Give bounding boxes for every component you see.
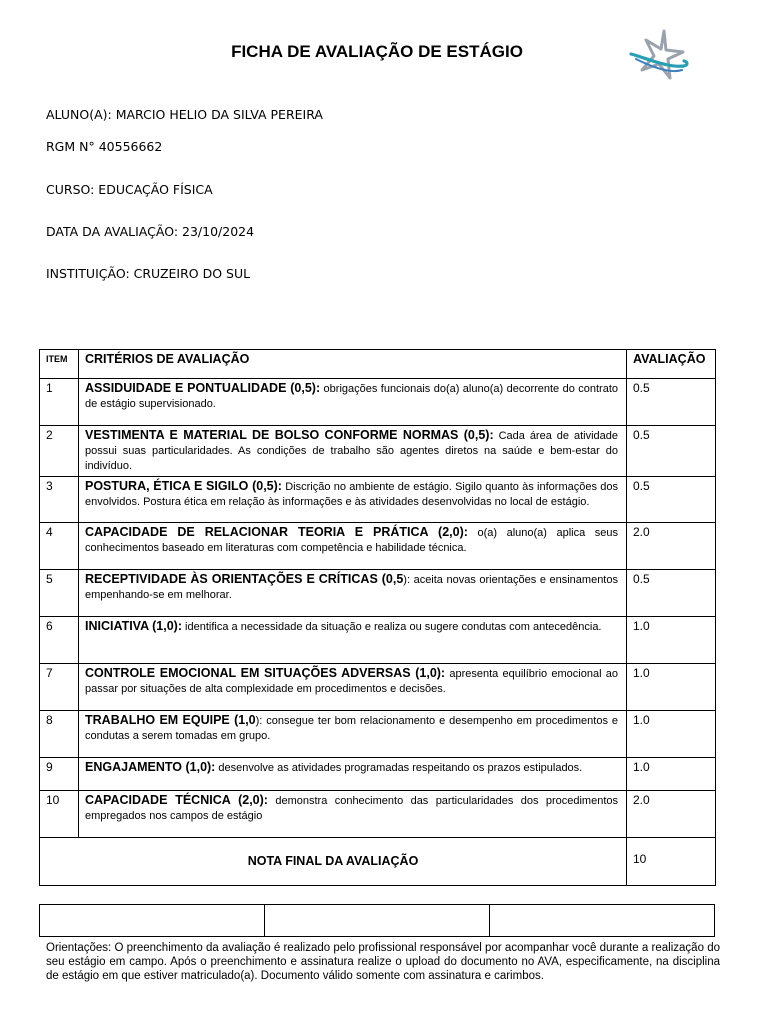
star-orbit-logo-icon: [628, 28, 690, 84]
row-number: 2: [40, 426, 79, 477]
row-criteria: [79, 523, 627, 570]
row-value: 0.5: [627, 379, 716, 426]
criteria-desc: ): aceita novas orientações e ensinamentos empenhando-se em melhorar.: [85, 574, 618, 601]
row-criteria: [79, 379, 627, 426]
table-row: [40, 791, 716, 838]
table-row: [40, 570, 716, 617]
institution: INSTITUIÇÃO: CRUZEIRO DO SUL: [46, 266, 251, 281]
criteria-title: VESTIMENTA E MATERIAL DE BOLSO CONFORME NORMAS (0,5):: [85, 428, 494, 442]
criteria-desc: o(a) aluno(a) aplica seus conhecimentos baseado em literaturas com competência e habilidade técnica.: [85, 527, 618, 554]
row-number: 10: [40, 791, 79, 838]
header-evaluation: AVALIAÇÃO: [627, 350, 716, 379]
criteria-desc: apresenta equilíbrio emocional ao passar por situações de alta complexidade em procedimentos e decisões.: [85, 668, 618, 695]
criteria-title: CAPACIDADE DE RELACIONAR TEORIA E PRÁTICA (2,0):: [85, 525, 468, 539]
signature-box[interactable]: [490, 905, 715, 937]
criteria-title: TRABALHO EM EQUIPE (1,0: [85, 713, 256, 727]
final-grade-label: NOTA FINAL DA AVALIAÇÃO: [40, 838, 627, 886]
row-number: 3: [40, 477, 79, 523]
table-row: [40, 523, 716, 570]
evaluation-table: [39, 349, 716, 886]
criteria-desc: ): consegue ter bom relacionamento e desempenho em procedimentos e condutas a serem tomadas em grupo.: [85, 715, 618, 742]
signature-box[interactable]: [40, 905, 265, 937]
row-number: 4: [40, 523, 79, 570]
row-number: 6: [40, 617, 79, 664]
final-grade-value: 10: [627, 838, 716, 886]
final-grade-row: [40, 838, 716, 886]
criteria-title: ASSIDUIDADE E PONTUALIDADE (0,5):: [85, 381, 321, 395]
row-number: 1: [40, 379, 79, 426]
row-value: 2.0: [627, 791, 716, 838]
criteria-desc: Cada área de atividade possui suas particularidades. As condições de trabalho são agentes diretos na saúde e bem-estar do indivíduo.: [85, 430, 618, 472]
header-item: ITEM: [40, 350, 79, 379]
header-criteria: CRITÉRIOS DE AVALIAÇÃO: [79, 350, 627, 379]
criteria-desc: desenvolve as atividades programadas respeitando os prazos estipulados.: [215, 762, 583, 774]
criteria-title: POSTURA, ÉTICA E SIGILO (0,5):: [85, 479, 282, 493]
signature-box[interactable]: [265, 905, 490, 937]
criteria-desc: obrigações funcionais do(a) aluno(a) decorrente do contrato de estágio supervisionado.: [85, 383, 618, 410]
row-criteria: [79, 791, 627, 838]
row-criteria: [79, 570, 627, 617]
table-row: [40, 477, 716, 523]
criteria-title: INICIATIVA (1,0):: [85, 619, 182, 633]
criteria-desc: identifica a necessidade da situação e realiza ou sugere condutas com antecedência.: [182, 621, 602, 633]
row-value: 0.5: [627, 477, 716, 523]
table-row: [40, 426, 716, 477]
signature-boxes: [39, 904, 715, 937]
criteria-title: CONTROLE EMOCIONAL EM SITUAÇÕES ADVERSAS (1,0):: [85, 666, 446, 680]
table-header-row: [40, 350, 716, 379]
row-criteria: [79, 426, 627, 477]
criteria-title: RECEPTIVIDADE ÀS ORIENTAÇÕES E CRÍTICAS (0,5: [85, 572, 404, 586]
row-number: 9: [40, 758, 79, 791]
row-number: 5: [40, 570, 79, 617]
row-value: 2.0: [627, 523, 716, 570]
row-value: 1.0: [627, 711, 716, 758]
instructions-note: Orientações: O preenchimento da avaliação é realizado pelo profissional responsável por acompanhar você durante a realização do seu estágio em campo. Após o preenchimento e assinatura realize o upload do documento no AVA, especificamente, na disciplina de estágio em que estiver matriculado(a). Documento válido somente com assinatura e carimbos.: [46, 942, 720, 982]
row-value: 1.0: [627, 758, 716, 791]
row-criteria: [79, 664, 627, 711]
table-row: [40, 758, 716, 791]
table-row: [40, 664, 716, 711]
course: CURSO: EDUCAÇÃO FÍSICA: [46, 182, 213, 197]
table-row: [40, 711, 716, 758]
row-criteria: [79, 711, 627, 758]
student-name: ALUNO(A): MARCIO HELIO DA SILVA PEREIRA: [46, 107, 323, 122]
row-number: 7: [40, 664, 79, 711]
row-criteria: [79, 617, 627, 664]
row-criteria: [79, 477, 627, 523]
table-row: [40, 379, 716, 426]
row-criteria: [79, 758, 627, 791]
criteria-title: CAPACIDADE TÉCNICA (2,0):: [85, 793, 268, 807]
page-title: FICHA DE AVALIAÇÃO DE ESTÁGIO: [231, 42, 523, 61]
row-number: 8: [40, 711, 79, 758]
row-value: 1.0: [627, 664, 716, 711]
row-value: 0.5: [627, 570, 716, 617]
table-row: [40, 617, 716, 664]
criteria-desc: demonstra conhecimento das particularidades dos procedimentos empregados nos campos de estágio: [85, 795, 618, 822]
row-value: 1.0: [627, 617, 716, 664]
evaluation-date: DATA DA AVALIAÇÃO: 23/10/2024: [46, 224, 255, 239]
criteria-title: ENGAJAMENTO (1,0):: [85, 760, 216, 774]
criteria-desc: Discrição no ambiente de estágio. Sigilo quanto às informações dos envolvidos. Postura ética em relação às informações e às atividades desenvolvidas no local de estágio.: [85, 481, 618, 508]
student-rgm: RGM N° 40556662: [46, 139, 163, 154]
row-value: 0.5: [627, 426, 716, 477]
